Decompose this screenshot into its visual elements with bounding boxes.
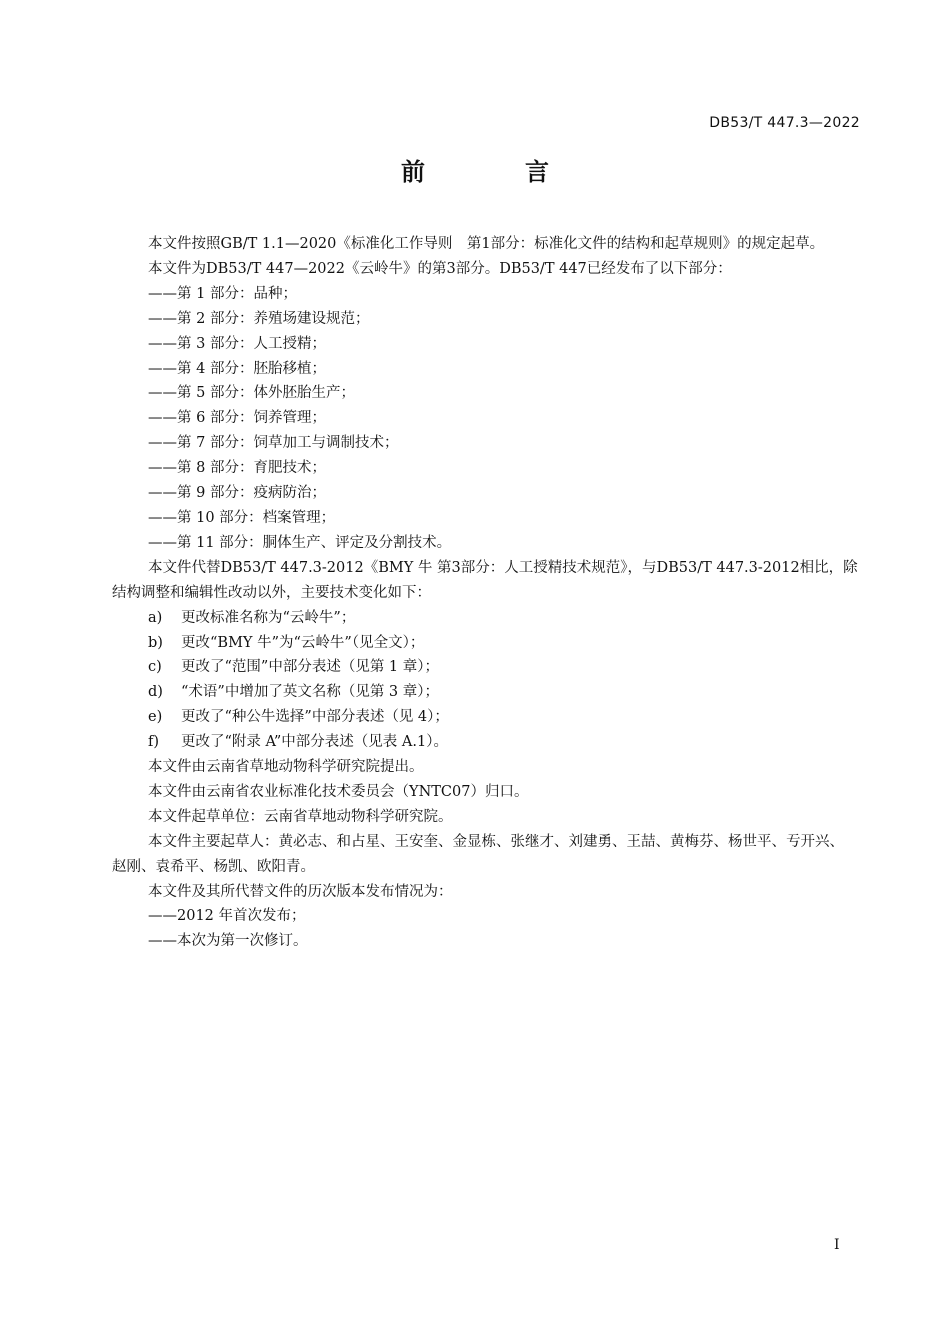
- closing-paragraph: 本文件由云南省草地动物科学研究院提出。: [148, 759, 424, 776]
- part-list-item: ——第 4 部分：胚胎移植；: [148, 360, 326, 377]
- change-item-mark: c): [148, 659, 162, 676]
- drafters-paragraph: 本文件主要起草人：黄必志、和占星、王安奎、金显栋、张继才、刘建勇、王喆、黄梅芬、杨世平、亐开兴、赵刚、袁希平、杨凯、欧阳青。: [112, 833, 844, 875]
- change-item-mark: a): [148, 609, 163, 626]
- intro-paragraph: 本文件为DB53/T 447—2022《云岭牛》的第3部分。DB53/T 447已经发布了以下部分：: [148, 260, 732, 277]
- change-item: [112, 655, 858, 680]
- change-item-text: 更改了“附录 A”中部分表述（见表 A.1）。: [181, 734, 448, 751]
- intro-paragraph: 本文件按照GB/T 1.1—2020《标准化工作导则 第1部分：标准化文件的结构和起草规则》的规定起草。: [148, 236, 825, 252]
- closing-paragraph: 本文件由云南省农业标准化技术委员会（YNTC07）归口。: [148, 783, 529, 800]
- history-item: ——本次为第一次修订。: [148, 933, 308, 950]
- closing-paragraph: 本文件及其所代替文件的历次版本发布情况为：: [148, 883, 453, 900]
- page-title: 前 言: [401, 158, 587, 186]
- page-number: I: [834, 1237, 840, 1253]
- change-item: [112, 680, 858, 705]
- document-body: [112, 232, 858, 954]
- part-list-item: ——第 10 部分：档案管理；: [148, 509, 336, 526]
- change-item: [112, 631, 858, 656]
- change-item-text: 更改“BMY 牛”为“云岭牛”（见全文）；: [181, 634, 425, 651]
- change-item-text: 更改了“范围”中部分表述（见第 1 章）；: [181, 659, 440, 676]
- change-item: [112, 606, 858, 631]
- part-list-item: ——第 11 部分：胴体生产、评定及分割技术。: [148, 534, 452, 551]
- part-list-item: ——第 6 部分：饲养管理；: [148, 410, 326, 427]
- change-item: [112, 705, 858, 730]
- history-item: ——2012 年首次发布；: [148, 908, 306, 925]
- change-item-mark: d): [148, 684, 163, 701]
- change-item-mark: b): [148, 634, 163, 651]
- part-list-item: ——第 8 部分：育肥技术；: [148, 460, 326, 477]
- part-list-item: ——第 2 部分：养殖场建设规范；: [148, 310, 370, 327]
- replacement-paragraph: 本文件代替DB53/T 447.3-2012《BMY 牛 第3部分：人工授精技术规范》，与DB53/T 447.3-2012相比，除结构调整和编辑性改动以外，主要技术变化如下：: [112, 559, 858, 601]
- change-item-mark: e): [148, 709, 163, 726]
- closing-paragraph: 本文件起草单位：云南省草地动物科学研究院。: [148, 808, 453, 825]
- doc-code: DB53/T 447.3—2022: [709, 115, 860, 131]
- change-item: [112, 730, 858, 755]
- part-list-item: ——第 9 部分：疫病防治；: [148, 485, 326, 502]
- change-item-text: 更改标准名称为“云岭牛”；: [181, 609, 356, 626]
- change-item-text: 更改了“种公牛选择”中部分表述（见 4）；: [181, 709, 449, 726]
- part-list-item: ——第 5 部分：体外胚胎生产；: [148, 385, 355, 402]
- change-item-mark: f): [148, 734, 160, 751]
- part-list-item: ——第 1 部分：品种；: [148, 285, 297, 302]
- part-list-item: ——第 7 部分：饲草加工与调制技术；: [148, 435, 399, 452]
- change-item-text: “术语”中增加了英文名称（见第 3 章）；: [181, 684, 440, 701]
- part-list-item: ——第 3 部分：人工授精；: [148, 335, 326, 352]
